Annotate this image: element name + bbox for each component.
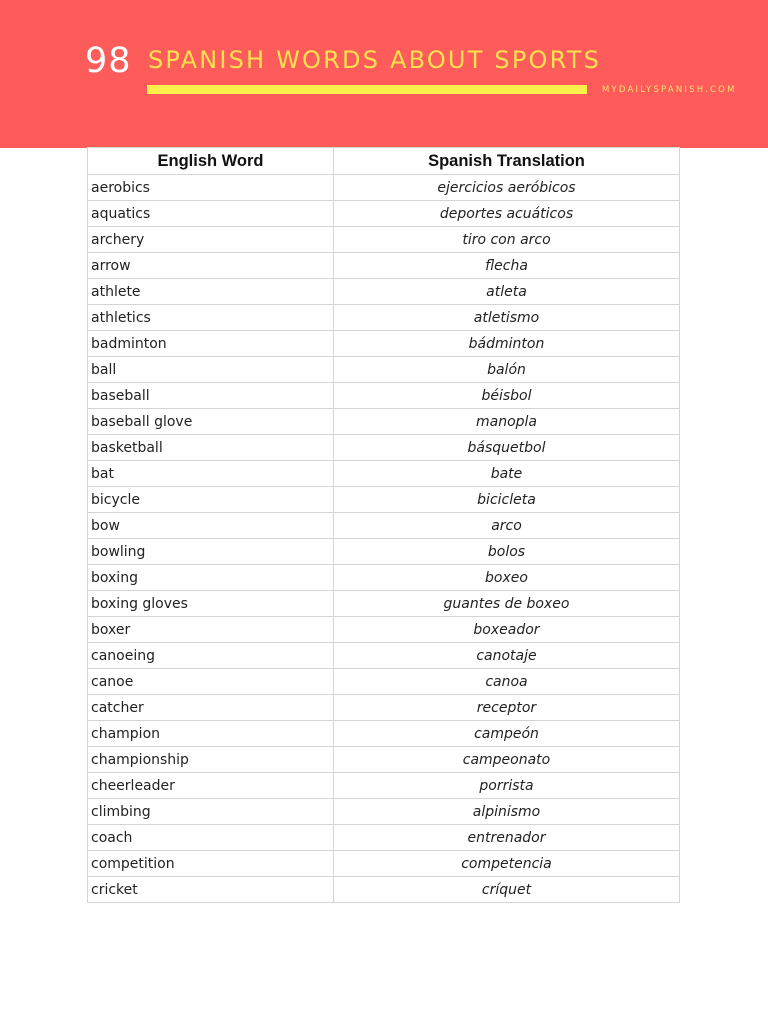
table-row: [88, 773, 680, 799]
table-row: [88, 201, 680, 227]
page-title: SPANISH WORDS ABOUT SPORTS: [148, 46, 602, 74]
table-row: [88, 565, 680, 591]
spanish-translation: guantes de boxeo: [334, 591, 680, 617]
english-word: champion: [88, 721, 334, 747]
english-word: basketball: [88, 435, 334, 461]
table-row: [88, 227, 680, 253]
english-word: boxer: [88, 617, 334, 643]
table-row: [88, 461, 680, 487]
english-word: athlete: [88, 279, 334, 305]
spanish-translation: porrista: [334, 773, 680, 799]
english-word: coach: [88, 825, 334, 851]
spanish-translation: competencia: [334, 851, 680, 877]
title-underline: [147, 85, 587, 94]
spanish-translation: boxeador: [334, 617, 680, 643]
english-word: ball: [88, 357, 334, 383]
spanish-translation: béisbol: [334, 383, 680, 409]
table-header-row: [88, 148, 680, 175]
spanish-translation: boxeo: [334, 565, 680, 591]
table-row: [88, 877, 680, 903]
table-row: [88, 539, 680, 565]
english-word: bat: [88, 461, 334, 487]
spanish-translation: bádminton: [334, 331, 680, 357]
table-row: [88, 591, 680, 617]
spanish-translation: canotaje: [334, 643, 680, 669]
spanish-translation: manopla: [334, 409, 680, 435]
spanish-translation: deportes acuáticos: [334, 201, 680, 227]
english-word: aquatics: [88, 201, 334, 227]
vocabulary-rows: [88, 175, 680, 903]
table-row: [88, 643, 680, 669]
spanish-translation: atleta: [334, 279, 680, 305]
spanish-translation: bolos: [334, 539, 680, 565]
vocabulary-table: [87, 147, 680, 903]
word-count: 98: [85, 41, 132, 81]
spanish-translation: bate: [334, 461, 680, 487]
english-word: competition: [88, 851, 334, 877]
table-row: [88, 253, 680, 279]
english-word: catcher: [88, 695, 334, 721]
spanish-translation: receptor: [334, 695, 680, 721]
table-row: [88, 383, 680, 409]
table-row: [88, 799, 680, 825]
table-row: [88, 331, 680, 357]
english-word: baseball: [88, 383, 334, 409]
spanish-translation: alpinismo: [334, 799, 680, 825]
spanish-translation: flecha: [334, 253, 680, 279]
table-row: [88, 669, 680, 695]
column-header-spanish: Spanish Translation: [334, 148, 680, 175]
site-name: MYDAILYSPANISH.COM: [602, 85, 737, 95]
english-word: championship: [88, 747, 334, 773]
spanish-translation: campeón: [334, 721, 680, 747]
english-word: canoe: [88, 669, 334, 695]
column-header-english: English Word: [88, 148, 334, 175]
table-row: [88, 435, 680, 461]
spanish-translation: básquetbol: [334, 435, 680, 461]
table-row: [88, 747, 680, 773]
english-word: baseball glove: [88, 409, 334, 435]
spanish-translation: entrenador: [334, 825, 680, 851]
english-word: cheerleader: [88, 773, 334, 799]
spanish-translation: arco: [334, 513, 680, 539]
table-row: [88, 617, 680, 643]
spanish-translation: campeonato: [334, 747, 680, 773]
table-row: [88, 409, 680, 435]
english-word: athletics: [88, 305, 334, 331]
spanish-translation: críquet: [334, 877, 680, 903]
table-row: [88, 357, 680, 383]
english-word: cricket: [88, 877, 334, 903]
spanish-translation: balón: [334, 357, 680, 383]
spanish-translation: tiro con arco: [334, 227, 680, 253]
table-row: [88, 721, 680, 747]
table-row: [88, 851, 680, 877]
english-word: bicycle: [88, 487, 334, 513]
table-row: [88, 513, 680, 539]
header-banner: [0, 0, 768, 148]
english-word: bow: [88, 513, 334, 539]
english-word: badminton: [88, 331, 334, 357]
english-word: aerobics: [88, 175, 334, 201]
english-word: boxing gloves: [88, 591, 334, 617]
english-word: climbing: [88, 799, 334, 825]
table-row: [88, 175, 680, 201]
spanish-translation: ejercicios aeróbicos: [334, 175, 680, 201]
spanish-translation: canoa: [334, 669, 680, 695]
spanish-translation: bicicleta: [334, 487, 680, 513]
english-word: canoeing: [88, 643, 334, 669]
table-row: [88, 487, 680, 513]
english-word: boxing: [88, 565, 334, 591]
english-word: bowling: [88, 539, 334, 565]
spanish-translation: atletismo: [334, 305, 680, 331]
table-row: [88, 695, 680, 721]
english-word: archery: [88, 227, 334, 253]
table-row: [88, 279, 680, 305]
table-row: [88, 305, 680, 331]
table-row: [88, 825, 680, 851]
english-word: arrow: [88, 253, 334, 279]
